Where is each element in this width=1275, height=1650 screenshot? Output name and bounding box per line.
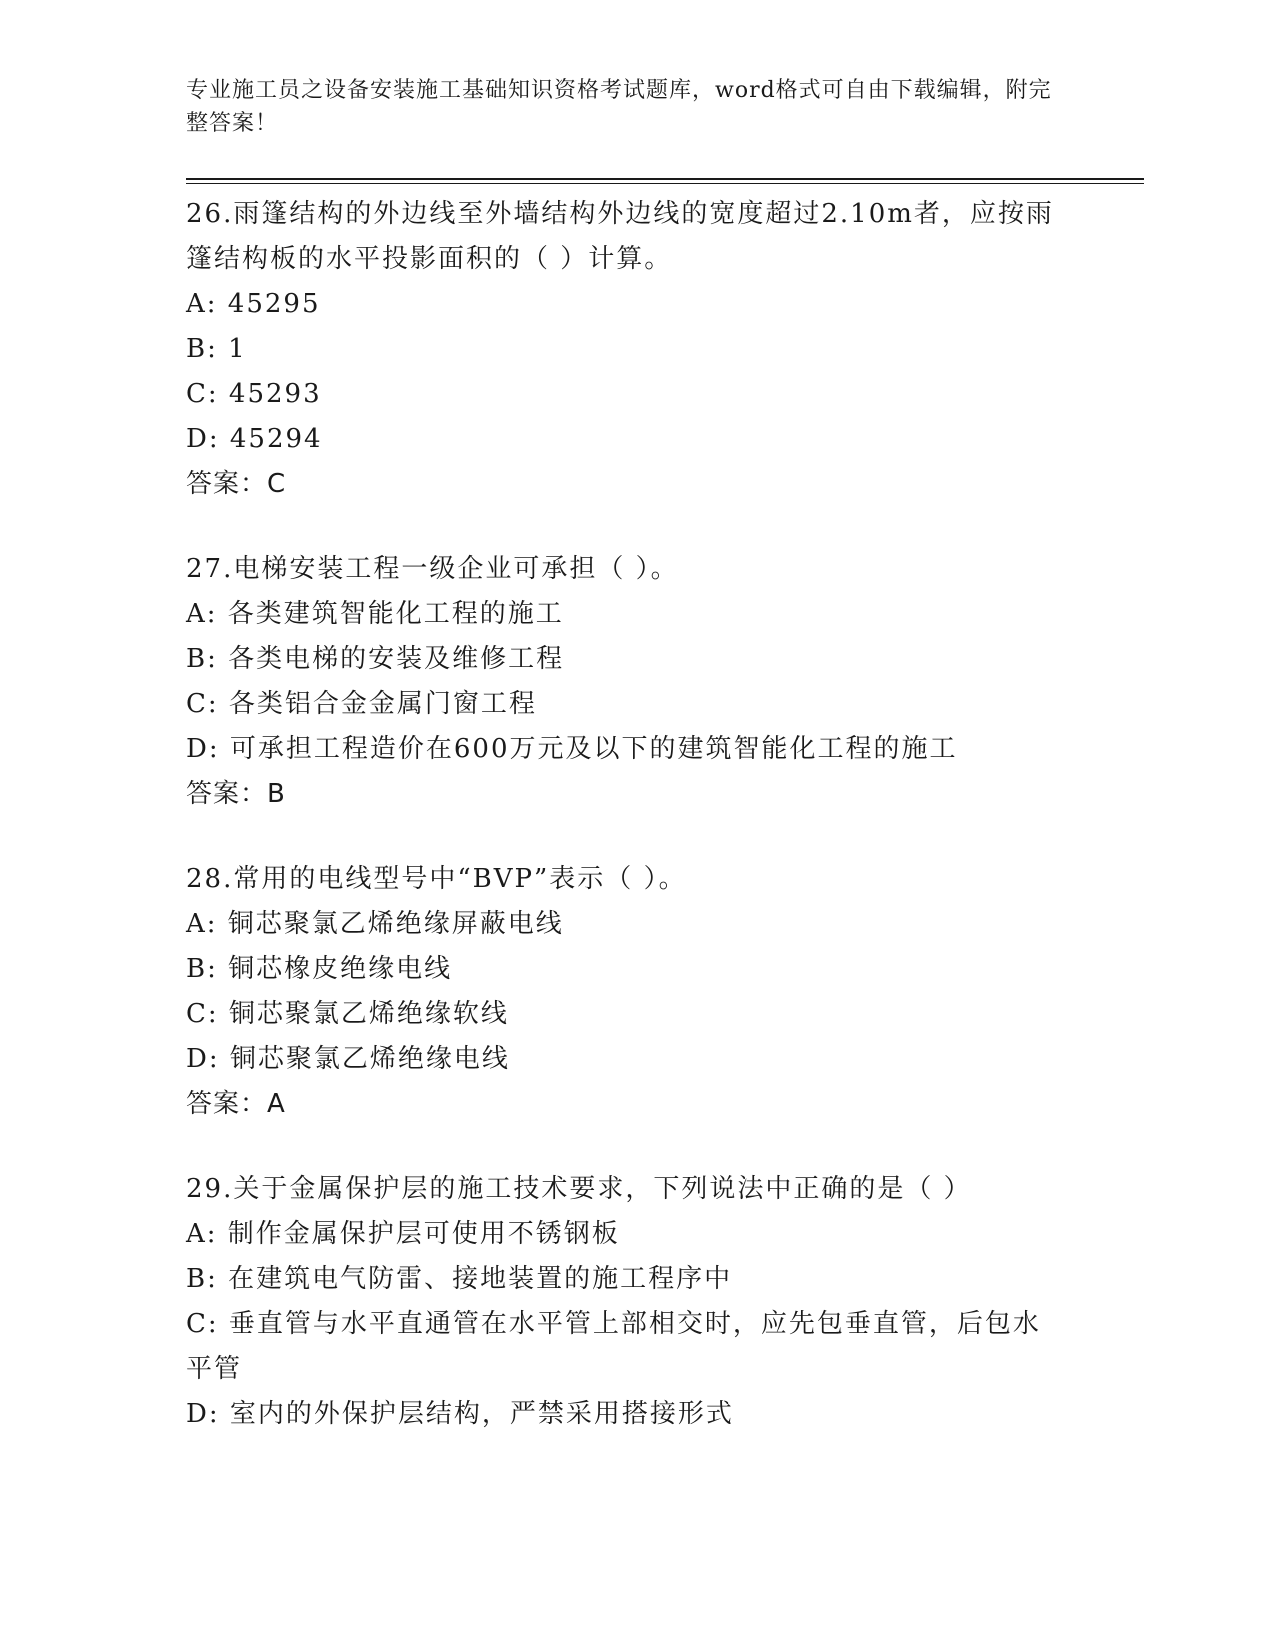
option-c: C: 垂直管与水平直通管在水平管上部相交时，应先包垂直管，后包水平管	[186, 1309, 1041, 1384]
question-stem: 27.电梯安装工程一级企业可承担（ ）。	[186, 554, 679, 584]
option-a: A: 45295	[186, 289, 321, 319]
answer-line: 答案：A	[186, 1089, 286, 1119]
option-d: D: 45294	[186, 424, 323, 454]
question-26	[186, 192, 1066, 507]
question-stem: 29.关于金属保护层的施工技术要求，下列说法中正确的是（ ）	[186, 1174, 972, 1204]
option-d: D: 可承担工程造价在600万元及以下的建筑智能化工程的施工	[186, 734, 958, 764]
header-divider-thick	[186, 178, 1144, 180]
header-divider-thin	[186, 183, 1144, 184]
option-d: D: 铜芯聚氯乙烯绝缘电线	[186, 1044, 510, 1074]
question-28	[186, 857, 1066, 1127]
option-c: C: 45293	[186, 379, 322, 409]
option-c: C: 铜芯聚氯乙烯绝缘软线	[186, 999, 509, 1029]
document-header: 专业施工员之设备安装施工基础知识资格考试题库，word格式可自由下载编辑，附完整答案！	[186, 78, 1052, 136]
option-b: B: 各类电梯的安装及维修工程	[186, 644, 565, 674]
option-b: B: 铜芯橡皮绝缘电线	[186, 954, 453, 984]
option-b: B: 1	[186, 334, 247, 364]
answer-line: 答案：C	[186, 469, 287, 499]
option-b: B: 在建筑电气防雷、接地装置的施工程序中	[186, 1264, 733, 1294]
question-list	[186, 192, 1066, 1477]
option-a: A: 制作金属保护层可使用不锈钢板	[186, 1219, 620, 1249]
option-a: A: 各类建筑智能化工程的施工	[186, 599, 564, 629]
option-a: A: 铜芯聚氯乙烯绝缘屏蔽电线	[186, 909, 564, 939]
question-stem: 26.雨篷结构的外边线至外墙结构外边线的宽度超过2.10m者，应按雨篷结构板的水平投影面积的（ ）计算。	[186, 199, 1054, 274]
question-stem: 28.常用的电线型号中“BVP”表示（ ）。	[186, 864, 687, 894]
question-27	[186, 547, 1066, 817]
option-d: D: 室内的外保护层结构，严禁采用搭接形式	[186, 1399, 734, 1429]
question-29	[186, 1167, 1066, 1437]
option-c: C: 各类铝合金金属门窗工程	[186, 689, 537, 719]
answer-line: 答案：B	[186, 779, 286, 809]
